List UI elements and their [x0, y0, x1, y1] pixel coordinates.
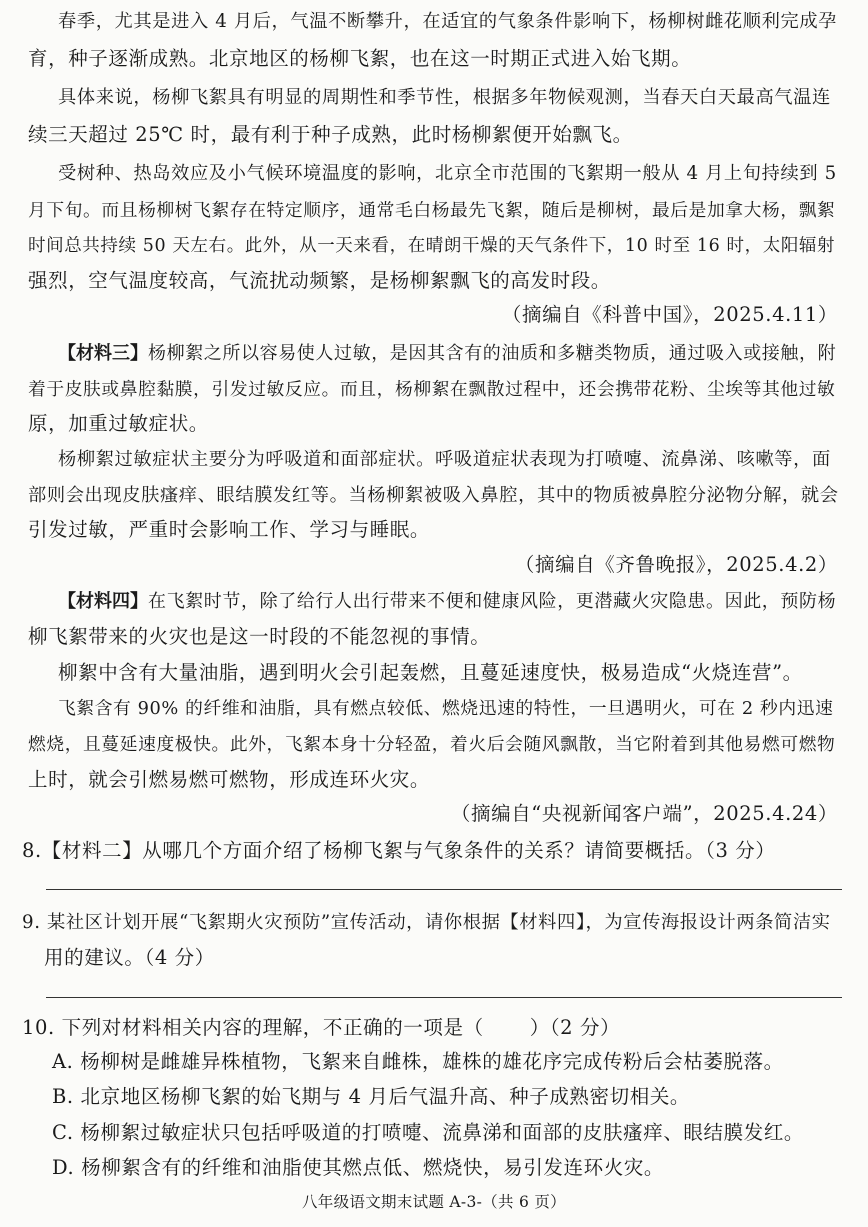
option-d: D. 杨柳絮含有的纤维和油脂使其燃点低、燃烧快，易引发连环火灾。: [52, 1156, 665, 1179]
material3-paragraph-2-line-1: 杨柳絮过敏症状主要分为呼吸道和面部症状。呼吸道症状表现为打喷嚏、流鼻涕、咳嗽等，面: [58, 449, 831, 470]
material3-source: （摘编自《齐鲁晚报》，2025.4.2）: [514, 553, 838, 576]
material3-paragraph-1-text: 杨柳絮之所以容易使人过敏，是因其含有的油质和多糖类物质，通过吸入或接触，附: [148, 343, 837, 364]
question-10: [22, 1016, 838, 1040]
material4-paragraph-1-line-1: [58, 590, 838, 614]
option-a: A. 杨柳树是雌雄异株植物，飞絮来自雌株，雄株的雄花序完成传粉后会枯萎脱落。: [52, 1050, 784, 1073]
material4-paragraph-2-line-1: 柳絮中含有大量油脂，遇到明火会引起轰燃，且蔓延速度快，极易造成“火烧连营”。: [58, 661, 803, 684]
material3-paragraph-2-line-3: 引发过敏，严重时会影响工作、学习与睡眠。: [28, 518, 431, 541]
question-9-line-1: 9. 某社区计划开展“飞絮期火灾预防”宣传活动，请你根据【材料四】，为宣传海报设计两条简洁实: [22, 912, 831, 933]
material4-paragraph-3-line-3: 上时，就会引燃易燃可燃物，形成连环火灾。: [28, 768, 431, 791]
material4-paragraph-1-line-2: 柳飞絮带来的火灾也是这一时段的不能忽视的事情。: [28, 625, 491, 648]
material2-paragraph-2-line-1: 具体来说，杨柳飞絮具有明显的周期性和季节性，根据多年物候观测，当春天白天最高气温连: [58, 87, 831, 108]
option-c: C. 杨柳絮过敏症状只包括呼吸道的打喷嚏、流鼻涕和面部的皮肤瘙痒、眼结膜发红。: [52, 1121, 805, 1144]
material2-paragraph-3-line-3: 时间总共持续 50 天左右。此外，从一天来看，在晴朗干燥的天气条件下，10 时至 16 时，太阳辐射: [28, 236, 836, 256]
material4-paragraph-3-line-1: 飞絮含有 90% 的纤维和油脂，具有燃点较低、燃烧迅速的特性，一旦遇明火，可在 2 秒内迅速: [58, 699, 834, 719]
material3-paragraph-1-line-1: [58, 342, 838, 366]
question-9-line-2: 用的建议。（4 分）: [44, 946, 215, 969]
material4-paragraph-1-text: 在飞絮时节，除了给行人出行带来不便和健康风险，更潜藏火灾隐患。因此，预防杨: [148, 591, 837, 612]
material2-paragraph-3-line-2: 月下旬。而且杨柳树飞絮存在特定顺序，通常毛白杨最先飞絮，随后是柳树，最后是加拿大杨，飘絮: [28, 201, 836, 221]
material4-tag: 【材料四】: [58, 591, 148, 612]
material2-paragraph-2-line-2: 续三天超过 25℃ 时，最有利于种子成熟，此时杨柳絮便开始飘飞。: [28, 123, 633, 146]
page-footer: 八年级语文期末试题 A-3-（共 6 页）: [302, 1193, 566, 1211]
material2-paragraph-3-line-1: 受树种、热岛效应及小气候环境温度的影响，北京全市范围的飞絮期一般从 4 月上旬持续到 5: [58, 163, 837, 184]
option-b: B. 北京地区杨柳飞絮的始飞期与 4 月后气温升高、种子成熟密切相关。: [52, 1085, 691, 1108]
answer-line-q8[interactable]: [46, 889, 842, 890]
question-10-score: ）（2 分）: [529, 1016, 621, 1039]
question-8: 8.【材料二】从哪几个方面介绍了杨柳飞絮与气象条件的关系？请简要概括。（3 分）: [22, 839, 776, 862]
material3-paragraph-2-line-2: 部则会出现皮肤瘙痒、眼结膜发红等。当杨柳絮被吸入鼻腔，其中的物质被鼻腔分泌物分解，就会: [28, 485, 839, 506]
material2-source: （摘编自《科普中国》，2025.4.11）: [501, 303, 838, 326]
material2-paragraph-1-line-1: 春季，尤其是进入 4 月后，气温不断攀升，在适宜的气象条件影响下，杨柳树雌花顺利完成孕: [58, 11, 838, 32]
material3-paragraph-1-line-3: 原，加重过敏症状。: [28, 412, 209, 435]
question-10-stem: 10. 下列对材料相关内容的理解，不正确的一项是（: [22, 1016, 484, 1039]
material2-paragraph-3-line-4: 强烈，空气温度较高，气流扰动频繁，是杨柳絮飘飞的高发时段。: [28, 269, 611, 292]
material3-paragraph-1-line-2: 着于皮肤或鼻腔黏膜，引发过敏反应。而且，杨柳絮在飘散过程中，还会携带花粉、尘埃等其他过敏: [28, 380, 836, 400]
material4-source: （摘编自“央视新闻客户端”，2025.4.24）: [450, 802, 838, 825]
material3-tag: 【材料三】: [58, 343, 148, 364]
material4-paragraph-3-line-2: 燃烧，且蔓延速度极快。此外，飞絮本身十分轻盈，着火后会随风飘散，当它附着到其他易燃可燃物: [28, 735, 836, 755]
answer-line-q9[interactable]: [46, 997, 842, 998]
material2-paragraph-1-line-2: 育，种子逐渐成熟。北京地区的杨柳飞絮，也在这一时期正式进入始飞期。: [28, 47, 692, 70]
